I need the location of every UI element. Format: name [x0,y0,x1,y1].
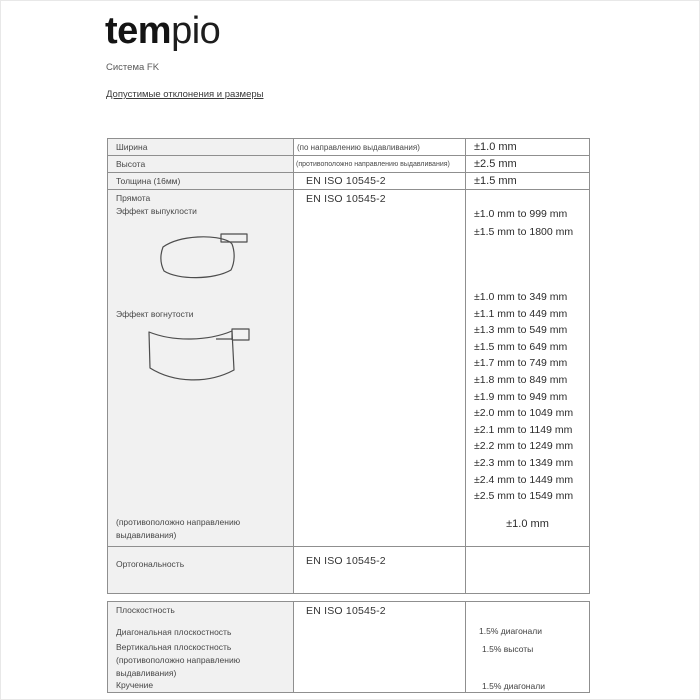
straightness-method: EN ISO 10545-2 [306,193,386,205]
concave-value: ±2.5 mm to 1549 mm [474,490,574,503]
orthogonality-label-cell [108,547,294,593]
flatness-method-cell [294,602,466,692]
straightness-label: Прямота [116,193,151,203]
orthogonality-method-cell [294,547,466,593]
row-value: ±1.5 mm [474,175,517,187]
row-method: (противоположно направлению выдавливания) [296,160,450,168]
opposite-direction-label: (противоположно направлению выдавливания) [116,517,241,540]
straightness-values-cell [466,190,589,546]
concave-value: ±2.0 mm to 1049 mm [474,407,574,420]
convex-effect-label: Эффект выпуклости [116,206,197,216]
row-value: ±2.5 mm [474,158,517,170]
concave-value: ±1.3 mm to 549 mm [474,324,568,337]
concave-value: ±2.4 mm to 1449 mm [474,473,574,486]
opposite-direction-value: ±1.0 mm [506,518,549,530]
concave-value: ±2.2 mm to 1249 mm [474,440,574,453]
row-label: Высота [116,159,146,169]
concave-value: ±1.0 mm to 349 mm [474,291,568,303]
concave-value: ±1.1 mm to 449 mm [474,307,568,320]
flatness-table [107,601,590,693]
vertical-flatness-label: Вертикальная плоскостность [116,642,232,652]
torsion-value: 1.5% диагонали [482,681,545,691]
convex-effect-diagram [158,230,250,282]
torsion-label: Кручение [116,680,154,690]
concave-value: ±1.7 mm to 749 mm [474,357,568,370]
straightness-label-cell [108,190,294,546]
flatness-values-cell [466,602,589,692]
row-label: Толщина (16мм) [116,176,181,186]
row-method: EN ISO 10545-2 [306,175,386,187]
concave-effect-diagram [146,326,254,388]
convex-value: ±1.5 mm to 1800 mm [474,226,574,238]
orthogonality-label: Ортогональность [116,559,185,569]
tolerances-link[interactable]: Допустимые отклонения и размеры [106,89,264,100]
table-row-flatness [108,602,589,692]
concave-value: ±1.5 mm to 649 mm [474,340,568,353]
table-row-width [108,139,589,156]
flatness-method: EN ISO 10545-2 [306,605,386,617]
logo-light-part: pio [171,10,221,52]
concave-value: ±2.1 mm to 1149 mm [474,423,573,436]
tempio-logo [105,12,220,50]
logo-bold-part: tem [105,10,172,52]
table-row-straightness [108,190,589,547]
row-method: (по направлению выдавливания) [297,142,420,152]
row-label: Ширина [116,142,148,152]
system-subtitle: Система FK [106,62,160,73]
orthogonality-method: EN ISO 10545-2 [306,555,386,567]
convex-value: ±1.0 mm to 999 mm [474,208,568,220]
diagonal-flatness-value: 1.5% диагонали [479,626,542,636]
orthogonality-values-cell [466,547,589,593]
row-value: ±1.0 mm [474,141,517,153]
table-row-orthogonality [108,547,589,593]
convex-values-list [474,205,573,241]
vertical-flatness-note: (противоположно направлению выдавливания) [116,655,241,678]
concave-value: ±1.8 mm to 849 mm [474,373,568,386]
concave-value: ±1.9 mm to 949 mm [474,390,568,403]
flatness-label: Плоскостность [116,605,175,615]
table-row-thickness [108,173,589,190]
straightness-method-cell [294,190,466,546]
table-row-height [108,156,589,173]
concave-value: ±2.3 mm to 1349 mm [474,456,574,469]
vertical-flatness-value: 1.5% высоты [482,644,534,654]
tolerances-table [107,138,590,594]
concave-values-list [474,289,573,505]
concave-effect-label: Эффект вогнутости [116,309,194,319]
diagonal-flatness-label: Диагональная плоскостность [116,627,232,637]
flatness-label-cell [108,602,294,692]
